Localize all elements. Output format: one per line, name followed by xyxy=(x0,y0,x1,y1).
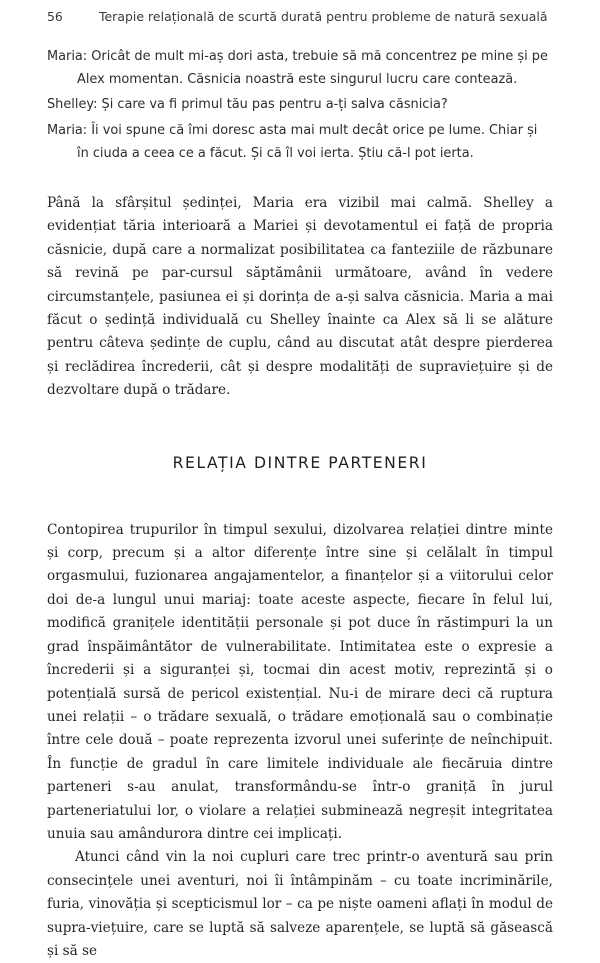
narrative-block-after-heading xyxy=(47,519,553,963)
page-number: 56 xyxy=(47,9,63,24)
body-paragraph: Contopirea trupurilor în timpul sexului, dizolvarea relației dintre minte și corp, precum și a altor diferențe între sine și celălalt în timpul orgasmului, fuzionarea angajamentelor, a finanțelor și a viitorului celor doi de-a lungul unui mariaj: toate aceste aspecte, fiecare în felul lui, modifică granițele identității personale și pot duce în răstimpuri la un grad înspăimântător de vulnerabilitate. Intimitatea este o expresie a încrederii și a siguranței și, tocmai din acest motiv, reprezintă și o potențială sursă de pericol existențial. Nu-i de mirare deci că ruptura unei relații – o trădare sexuală, o trădare emoțională sau o combinație între cele două – poate reprezenta izvorul unei suferințe de neînchipuit. În funcție de gradul în care limitele individuale ale fiecăruia dintre parteneri s-au anulat, transformându-se într-o graniță în jurul parteneriatului lor, o violare a relației subminează negreșit integritatea unuia sau amândurora dintre cei implicați. xyxy=(47,521,553,842)
section-heading: RELAȚIA DINTRE PARTENERI xyxy=(172,453,428,472)
dialogue-block xyxy=(47,45,553,165)
dialogue-line: Maria: Îi voi spune că îmi doresc asta mai mult decât orice pe lume. Chiar și în ciuda a ceea ce a făcut. Și că îl voi ierta. Știu că-l pot ierta. xyxy=(47,122,538,161)
narrative-block-before-heading xyxy=(47,192,553,403)
body-paragraph: Până la sfârșitul ședinței, Maria era vizibil mai calmă. Shelley a evidențiat tăria interioară a Mariei și devotamentul ei față de propria căsnicie, după care a normalizat posibilitatea ca fanteziile de răzbunare să revină pe par-cursul săptămânii următoare, având în vedere circumstanțele, pasiunea ei și dorința de a-și salva căsnicia. Maria a mai făcut o ședință individuală cu Shelley înainte ca Alex să li se alăture pentru câteva ședințe de cuplu, când au discutat atât despre pierderea și reclădirea încrederii, cât și despre modalități de supraviețuire și de dezvoltare după o trădare. xyxy=(47,195,553,399)
page-content xyxy=(47,45,553,963)
body-paragraph: Atunci când vin la noi cupluri care trec printr-o aventură sau prin consecințele unei aventuri, noi îi întâmpinăm – cu toate incriminările, furia, vinovăția și scepticismul lor – ca pe niște oameni aflați în modul de supra-viețuire, care se luptă să salveze aparențele, se luptă să găsească și să se xyxy=(47,849,553,959)
running-head xyxy=(47,9,553,24)
section-heading-wrapper xyxy=(47,454,553,472)
running-title: Terapie relațională de scurtă durată pentru probleme de natură sexuală xyxy=(99,9,548,24)
dialogue-line: Shelley: Și care va fi primul tău pas pentru a-ți salva căsnicia? xyxy=(47,97,448,113)
dialogue-line: Maria: Oricât de mult mi-aș dori asta, trebuie să mă concentrez pe mine și pe Alex momentan. Căsnicia noastră este singurul lucru care contează. xyxy=(47,49,548,88)
